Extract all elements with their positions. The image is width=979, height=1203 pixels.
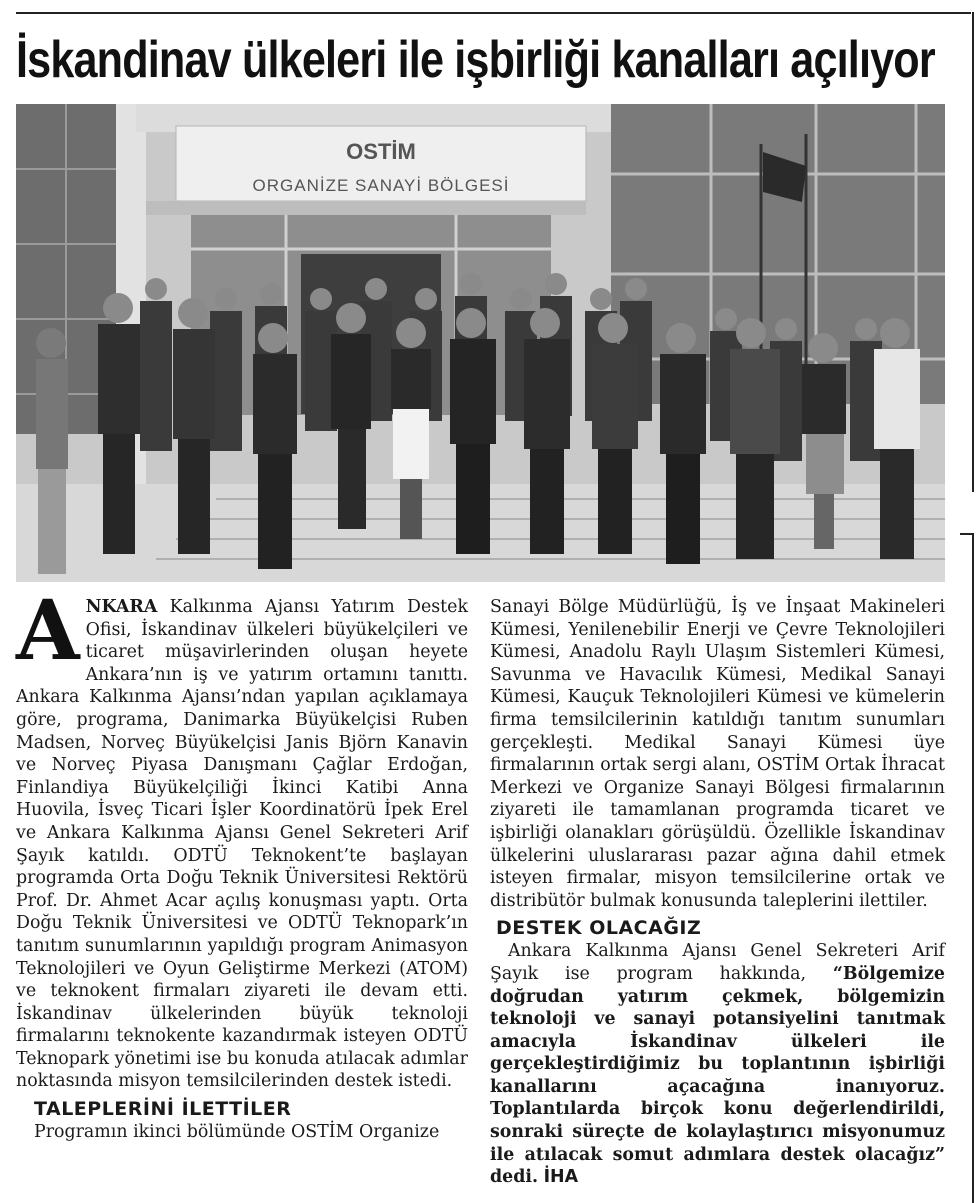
sign-brand: OSTİM <box>346 139 416 164</box>
news-photo <box>16 104 945 582</box>
subhead-destek: DESTEK OLACAĞIZ <box>496 917 702 940</box>
quote-paragraph <box>490 940 945 1189</box>
agency-credit: İHA <box>543 1167 579 1188</box>
top-rule <box>16 12 971 14</box>
paragraph-continued: Sanayi Bölge Müdürlüğü, İş ve İnşaat Makineleri Kümesi, Yenilenebilir Enerji ve Çevre Teknolojileri Kümesi, Anadolu Raylı Ulaşım Sistemleri Kümesi, Savunma ve Havacılık Kümesi, Medikal Sanayi Kümesi, Kauçuk Teknolojileri Kümesi ve kümelerin firma temsilcilerinin katıldığı tanıtım sunumları gerçekleşti. Medikal Sanayi Kümesi üye firmalarının ortak sergi alanı, OSTİM Ortak İhracat Merkezi ve Organize Sanayi Bölgesi firmalarının ziyareti ile tamamlanan programda ticaret ve işbirliği olanakları görüşüldü. Özellikle İskandinav ülkelerini uluslararası pazar ağına dahil etmek isteyen firmalar, misyon temsilcilerine ortak ve distribütör bulmak konusunda taleplerini ilettiler. <box>490 597 945 911</box>
quote-intro: Ankara Kalkınma Ajansı Genel Sekreteri Arif Şayık ise program hakkında, <box>490 941 945 984</box>
article-column-left <box>16 583 468 1144</box>
quote-text: “Bölgemize doğrudan yatırım çekmek, bölgemizin teknoloji ve sanayi potansiyelini tanıtmak amacıyla İskandinav ülkeleri ile gerçekleştirdiğimiz bu toplantının işbirliği kanallarını açacağına inanıyoruz. Toplantılarda birçok konu değerlendirildi, sonraki süreçte de kolaylaştırıcı misyonumuz ile atılacak somut adımlara destek olacağız” dedi. <box>490 963 945 1188</box>
headline: İskandinav ülkeleri ile işbirliği kanalları açılıyor <box>16 31 935 89</box>
intro-text: Kalkınma Ajansı Yatırım Destek Ofisi, İskandinav ülkeleri büyükelçileri ve ticaret müşavirlerinden oluşan heyete Ankara’nın iş ve yatırım ortamını tanıttı. Ankara Kalkınma Ajansı’ndan yapılan açıklamaya göre, programa, Danimarka Büyükelçisi Ruben Madsen, Norveç Büyükelçisi Janis Björn Kanavin ve Norveç Piyasa Danışmanı Çağlar Erdoğan, Finlandiya Büyükelçiliği İkinci Katibi Anna Huovila, İsveç Ticari İşler Koordinatörü İpek Erel ve Ankara Kalkınma Ajansı Genel Sekreteri Arif Şayık katıldı. ODTÜ Teknokent’te başlayan programda Orta Doğu Teknik Üniversitesi Rektörü Prof. Dr. Ahmet Acar açılış konuşması yaptı. Orta Doğu Teknik Üniversitesi ve ODTÜ Teknopark’ın tanıtım sunumlarının yapıldığı program Animasyon Teknolojileri ve Oyun Geliştirme Merkezi (ATOM) ve teknokent firmaları ziyareti ile devam etti. İskandinav ülkelerinden büyük teknoloji firmalarını teknokente kazandırmak isteyen ODTÜ Teknopark yönetimi ise bu konuda atılacak adımlar noktasında misyon temsilcilerinden destek istedi. <box>16 597 468 1092</box>
sign-text: ORGANİZE SANAYİ BÖLGESİ <box>252 176 510 195</box>
subhead-taleplerini: TALEPLERİNİ İLETTİLER <box>34 1098 292 1121</box>
article-column-right <box>490 596 945 1189</box>
paragraph-start: Programın ikinci bölümünde OSTİM Organize <box>34 1122 440 1143</box>
column-divider <box>972 12 974 492</box>
lead-word: NKARA <box>85 597 158 617</box>
column-divider <box>972 535 974 1203</box>
column-divider <box>960 533 974 535</box>
article-intro <box>16 583 468 1093</box>
drop-cap: A <box>16 583 80 679</box>
